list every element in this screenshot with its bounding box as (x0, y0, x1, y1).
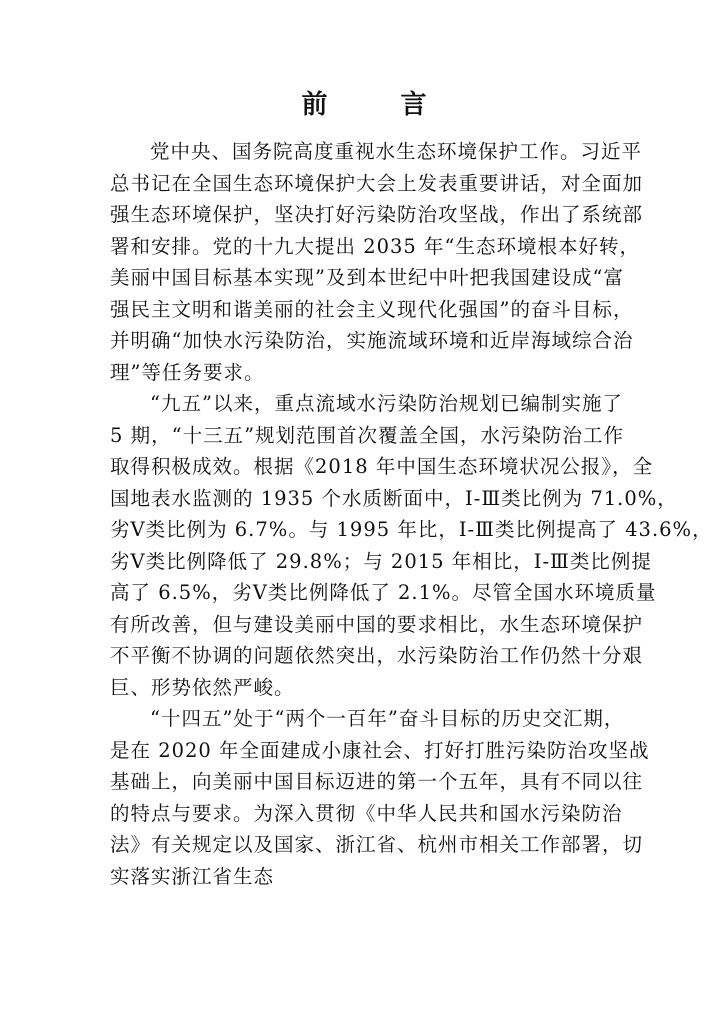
text-line: 的特点与要求。为深入贯彻《中华人民共和国水污染防治 (110, 801, 623, 825)
text-line: 是在 2020 年全面建成小康社会、打好打胜污染防治攻坚战 (110, 738, 650, 762)
text-line: 党中央、国务院高度重视水生态环境保护工作。习近平 (150, 140, 643, 163)
text-line: “十四五”处于“两个一百年”奋斗目标的历史交汇期， (150, 707, 625, 730)
text-line: 强生态环境保护，坚决打好污染防治攻坚战，作出了系统部 (110, 203, 644, 226)
text-line: 并明确“加快水污染防治，实施流域环境和近岸海域综合治 (110, 329, 634, 352)
page-title: 前 言 (301, 90, 459, 120)
text-line: 美丽中国目标基本实现”及到本世纪中叶把我国建设成“富 (110, 266, 624, 289)
text-line: 巨、形势依然严峻。 (110, 675, 295, 699)
text-line: 劣Ⅴ类比例为 6.7%。与 1995 年比，Ⅰ-Ⅲ类比例提高了 43.6%， (110, 518, 713, 541)
text-line: 基础上，向美丽中国目标迈进的第一个五年，具有不同以往 (110, 770, 644, 793)
text-line: 国地表水监测的 1935 个水质断面中，Ⅰ-Ⅲ类比例为 71.0%， (110, 486, 678, 510)
paragraph-2 (110, 388, 713, 703)
text-line: 高了 6.5%，劣Ⅴ类比例降低了 2.1%。尽管全国水环境质量 (110, 581, 657, 604)
text-line: 强民主文明和谐美丽的社会主义现代化强国”的奋斗目标， (110, 297, 634, 321)
paragraph-1 (110, 136, 644, 388)
text-line: 法》有关规定以及国家、浙江省、杭州市相关工作部署，切 (110, 833, 644, 856)
text-line: 总书记在全国生态环境保护大会上发表重要讲话，对全面加 (110, 171, 644, 195)
text-line: 劣Ⅴ类比例降低了 29.8%；与 2015 年相比，Ⅰ-Ⅲ类比例提 (110, 549, 652, 573)
paragraph-3 (110, 703, 650, 892)
text-line: 不平衡不协调的问题依然突出，水污染防治工作仍然十分艰 (110, 644, 644, 667)
text-line: 理”等任务要求。 (110, 360, 265, 384)
text-line: 署和安排。党的十九大提出 2035 年“生态环境根本好转， (110, 234, 640, 258)
text-line: 5 期，“十三五”规划范围首次覆盖全国，水污染防治工作 (110, 423, 625, 447)
text-line: 有所改善，但与建设美丽中国的要求相比，水生态环境保护 (110, 612, 644, 636)
text-line: 取得积极成效。根据《2018 年中国生态环境状况公报》，全 (110, 455, 654, 478)
text-line: “九五”以来，重点流域水污染防治规划已编制实施了 (150, 392, 623, 415)
text-line: 实落实浙江省生态 (110, 864, 275, 888)
